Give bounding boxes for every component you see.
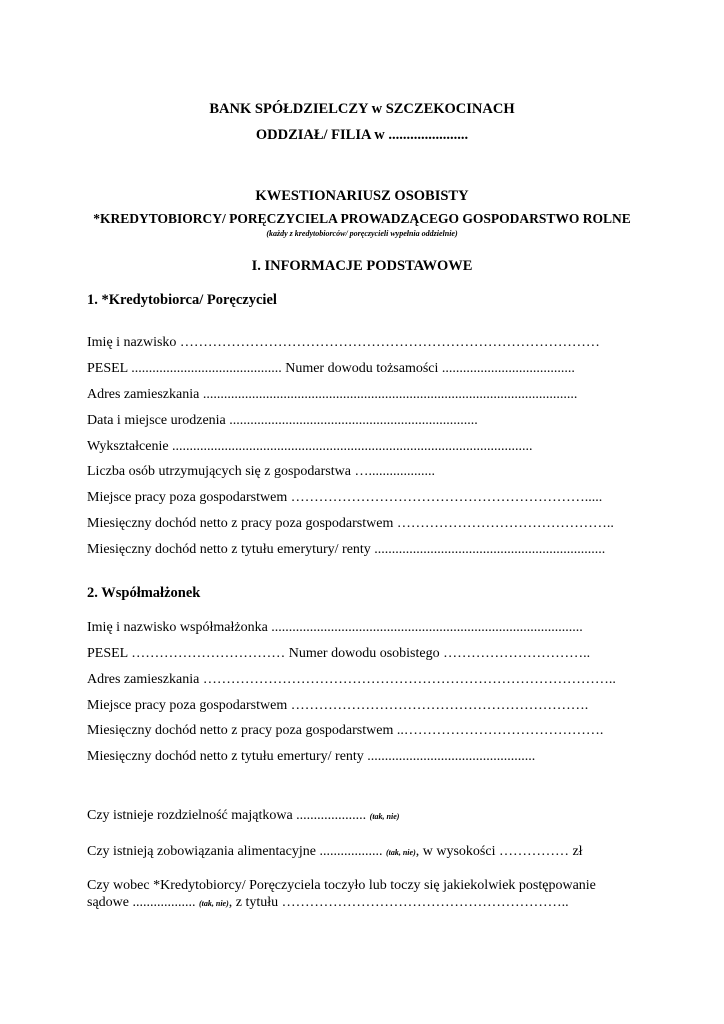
field-household-count[interactable]: Liczba osób utrzymujących się z gospodarstwa …................... [87,464,435,479]
bank-name: BANK SPÓŁDZIELCZY w SZCZEKOCINACH [209,101,515,117]
section-2-subtitle: 2. Współmałżonek [87,585,201,601]
branch-line: ODDZIAŁ/ FILIA w ...................... [255,127,469,143]
question-court-proceedings-line-1: Czy wobec *Kredytobiorcy/ Poręczyciela toczyło lub toczy się jakiekolwiek postępowanie [87,878,596,893]
form-subtitle: *KREDYTOBIORCY/ PORĘCZYCIELA PROWADZĄCEGO GOSPODARSTWO ROLNE [93,211,631,226]
question-court-text: sądowe .................. [87,895,199,910]
question-property-separation[interactable] [87,807,399,826]
spouse-field-address[interactable]: Adres zamieszkania …………………………………………………………………………….. [87,672,616,687]
field-name[interactable]: Imię i nazwisko ……………………………………………………………………………… [87,335,600,350]
question-property-text: Czy istnieje rozdzielność majątkowa .................... [87,808,370,823]
field-work-income[interactable]: Miesięczny dochód netto z pracy poza gospodarstwem ……………………………………….. [87,516,614,531]
question-property-note: (tak, nie) [369,812,400,821]
spouse-field-work-income[interactable]: Miesięczny dochód netto z pracy poza gospodarstwem ..……………………………………. [87,723,604,738]
form-title: KWESTIONARIUSZ OSOBISTY [255,188,469,204]
field-education[interactable]: Wykształcenie ....................................................................................................... [87,439,533,454]
form-note: (każdy z kredytobiorców/ poręczycieli wypełnia oddzielnie) [266,229,458,238]
field-pesel-id[interactable]: PESEL ........................................... Numer dowodu tożsamości ...................................... [87,361,575,376]
spouse-field-workplace[interactable]: Miejsce pracy poza gospodarstwem ………………………………………………………. [87,698,589,713]
field-birth[interactable]: Data i miejsce urodzenia ....................................................................... [87,413,478,428]
question-alimony[interactable] [87,843,583,862]
spouse-field-pension-income[interactable]: Miesięczny dochód netto z tytułu emertury/ renty ................................................ [87,749,536,764]
field-pension-income[interactable]: Miesięczny dochód netto z tytułu emerytury/ renty .................................................................. [87,542,606,557]
section-1-subtitle: 1. *Kredytobiorca/ Poręczyciel [87,292,277,308]
question-court-note: (tak, nie) [199,899,229,908]
field-address[interactable]: Adres zamieszkania ........................................................................................................... [87,387,578,402]
section-1-title: I. INFORMACJE PODSTAWOWE [251,258,473,274]
field-workplace[interactable]: Miejsce pracy poza gospodarstwem ………………………………………………………..... [87,490,603,505]
question-court-proceedings-line-2[interactable] [87,894,569,913]
question-alimony-text: Czy istnieją zobowiązania alimentacyjne .................. [87,844,386,859]
question-court-reason: , z tytułu …………………………………………………….. [228,895,569,910]
question-alimony-amount: , w wysokości …………… zł [415,844,583,859]
question-alimony-note: (tak, nie) [385,848,416,857]
spouse-field-name[interactable]: Imię i nazwisko współmałżonka ......................................................................................... [87,620,583,635]
spouse-field-pesel-id[interactable]: PESEL …………………………… Numer dowodu osobistego ………………………….. [87,646,591,661]
